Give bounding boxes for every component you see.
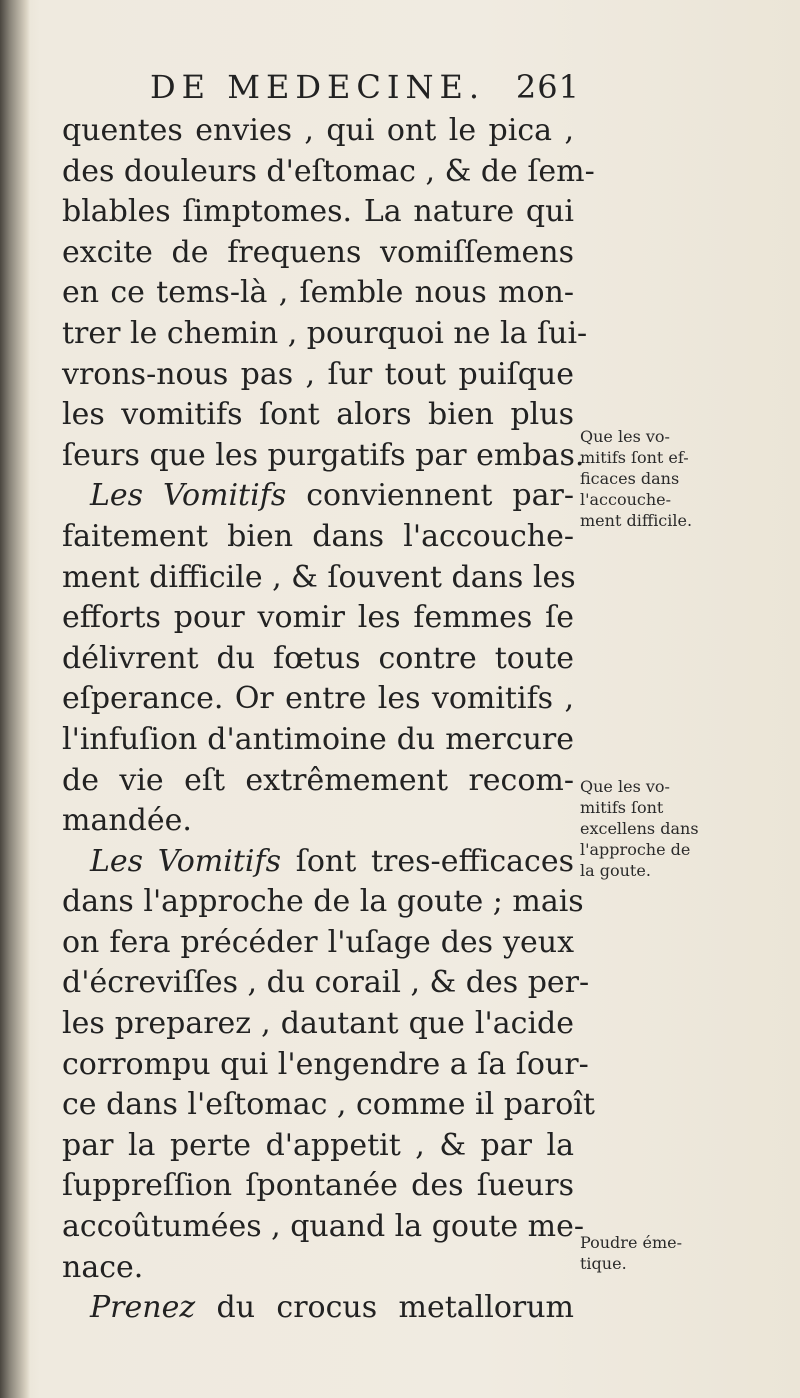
running-header: [150, 68, 580, 112]
text-line: [62, 192, 574, 233]
text-line: [62, 476, 574, 517]
line-text: nace.: [62, 1249, 144, 1285]
margin-note-poudre-emetique: [580, 1232, 740, 1274]
line-text: quentes envies , qui ont le pica ,: [62, 113, 574, 148]
line-text: ment difficile , & ſouvent dans les: [62, 559, 576, 595]
line-text: les preparez , dautant que l'acide: [62, 1006, 574, 1042]
page-number: 261: [515, 68, 580, 106]
line-text: délivrent du fœtus contre toute: [62, 640, 574, 676]
line-text: dans l'approche de la goute ; mais: [62, 884, 584, 920]
margin-note-line: excellens dans: [580, 819, 699, 838]
line-text: mandée.: [62, 803, 192, 839]
margin-note-line: tique.: [580, 1254, 627, 1273]
line-text: ſont tres-efficaces: [280, 843, 574, 879]
margin-note-line: ficaces dans: [580, 469, 680, 488]
line-text: blables ſimptomes. La nature qui: [62, 194, 574, 230]
text-line: [62, 436, 585, 477]
margin-note-line: ment difficile.: [580, 511, 693, 530]
line-text: en ce tems-là , ſemble nous mon-: [62, 275, 574, 311]
line-text: eſperance. Or entre les vomitifs ,: [62, 681, 574, 717]
text-line: [62, 355, 574, 396]
text-line: [62, 923, 574, 964]
italic-lead: Les Vomitifs: [90, 478, 287, 514]
text-line: [62, 1085, 595, 1126]
text-line: [62, 314, 588, 355]
text-line: [62, 882, 584, 923]
line-text: l'infuſion d'antimoine du mercure: [62, 721, 574, 757]
text-line: [62, 801, 574, 842]
text-line: [62, 517, 574, 558]
text-line: [62, 598, 574, 639]
line-text: ſuppreſſion ſpontanée des ſueurs: [62, 1168, 574, 1204]
text-line: [62, 558, 574, 599]
line-text: trer le chemin , pourquoi ne la ſui-: [62, 315, 588, 351]
text-line: [62, 1248, 574, 1289]
text-line: [62, 152, 595, 193]
text-line: [62, 1004, 574, 1045]
italic-lead: Prenez: [90, 1290, 196, 1326]
line-text: ſeurs que les purgatifs par embas.: [62, 437, 585, 473]
line-text: les vomitifs ſont alors bien plus: [62, 397, 574, 433]
text-line: [62, 395, 574, 436]
text-line: [62, 1207, 584, 1248]
margin-note-vomitifs-goute: [580, 776, 740, 881]
text-line: [62, 1045, 589, 1086]
text-line: [62, 273, 574, 314]
text-line: [62, 1126, 574, 1167]
text-line: [62, 720, 574, 761]
body-text: [62, 111, 595, 1329]
margin-note-line: mitifs ſont ef-: [580, 448, 689, 467]
line-text: par la perte d'appetit , & par la: [62, 1127, 574, 1163]
line-text: du crocus metallorum: [195, 1290, 574, 1326]
line-text: ce dans l'eſtomac , comme il paroît: [62, 1087, 595, 1123]
margin-note-line: Que les vo-: [580, 777, 670, 796]
text-line: [62, 111, 574, 152]
line-text: on fera précéder l'uſage des yeux: [62, 924, 574, 960]
line-text: efforts pour vomir les femmes ſe: [62, 600, 574, 636]
line-text: vrons-nous pas , ſur tout puiſque: [62, 356, 574, 392]
margin-note-line: Poudre éme-: [580, 1233, 683, 1252]
margin-note-line: l'approche de: [580, 840, 691, 859]
margin-note-vomitifs-accouchement: [580, 426, 740, 531]
line-text: faitement bien dans l'accouche-: [62, 518, 574, 554]
text-line: [62, 1166, 574, 1207]
line-text: de vie eſt extrêmement recom-: [62, 762, 574, 798]
margin-note-line: l'accouche-: [580, 490, 672, 509]
text-line: [62, 1288, 574, 1329]
line-text: d'écreviſſes , du corail , & des per-: [62, 965, 590, 1001]
line-text: accoûtumées , quand la goute me-: [62, 1209, 584, 1245]
text-line: [62, 963, 590, 1004]
text-line: [62, 761, 574, 802]
margin-note-line: la goute.: [580, 861, 651, 880]
text-line: [62, 842, 574, 883]
book-spine-shadow: [0, 0, 30, 1398]
margin-note-line: mitifs ſont: [580, 798, 664, 817]
line-text: corrompu qui l'engendre a ſa ſour-: [62, 1046, 589, 1082]
text-line: [62, 233, 574, 274]
running-title: DE MEDECINE.: [150, 68, 485, 106]
line-text: excite de frequens vomiſſemens: [62, 234, 574, 270]
margin-note-line: Que les vo-: [580, 427, 670, 446]
line-text: conviennent par-: [286, 478, 574, 514]
text-line: [62, 679, 574, 720]
text-line: [62, 639, 574, 680]
italic-lead: Les Vomitifs: [90, 843, 281, 879]
line-text: des douleurs d'eſtomac , & de ſem-: [62, 153, 595, 189]
